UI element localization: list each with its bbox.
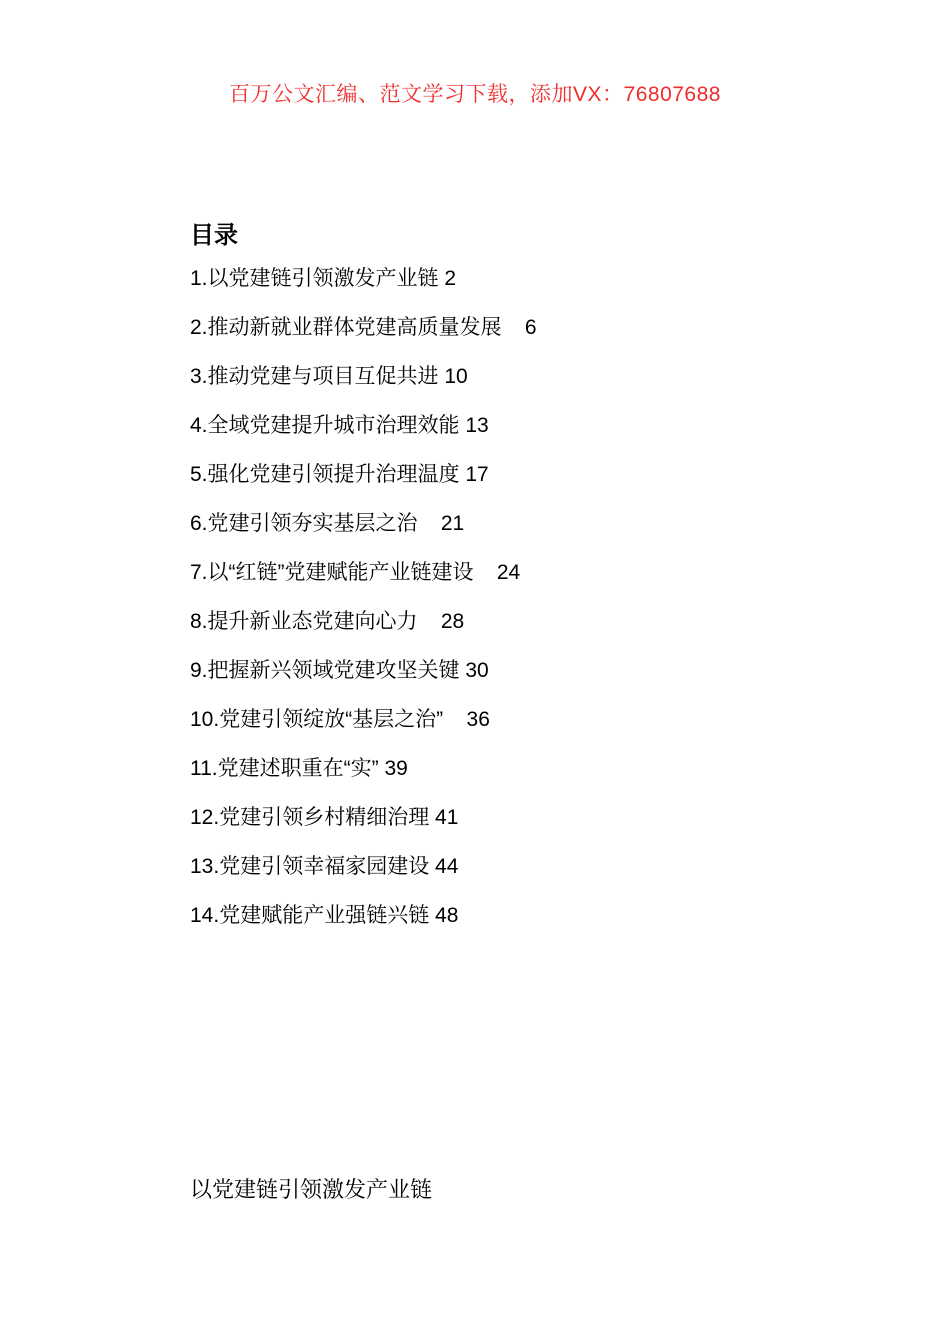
toc-entry-page: 44 xyxy=(435,854,459,878)
list-item[interactable] xyxy=(190,268,810,289)
toc-entry-page: 24 xyxy=(496,560,521,584)
toc-entry-label: 2.推动新就业群体党建高质量发展 xyxy=(190,315,502,339)
toc-entry-page: 41 xyxy=(435,805,459,829)
toc-entry-page: 36 xyxy=(466,707,490,731)
toc-entry-label: 6.党建引领夯实基层之治 xyxy=(190,511,418,535)
list-item[interactable] xyxy=(190,807,810,828)
list-item[interactable] xyxy=(190,513,810,534)
toc-entry-page: 13 xyxy=(465,413,489,437)
toc-list xyxy=(190,268,810,926)
toc-spacer xyxy=(502,316,525,339)
toc-spacer xyxy=(418,512,441,535)
list-item[interactable] xyxy=(190,660,810,681)
toc-entry-label: 1.以党建链引领激发产业链 xyxy=(190,266,439,290)
toc-entry-page: 28 xyxy=(440,609,465,633)
toc-entry-page: 21 xyxy=(440,511,465,535)
toc-spacer xyxy=(443,708,466,731)
toc-entry-label: 4.全域党建提升城市治理效能 xyxy=(190,413,460,437)
toc-entry-label: 5.强化党建引领提升治理温度 xyxy=(190,462,460,486)
toc-entry-label: 12.党建引领乡村精细治理 xyxy=(190,805,430,829)
toc-entry-label: 10.党建引领绽放“基层之治” xyxy=(190,707,444,731)
toc-spacer xyxy=(418,610,441,633)
toc-spacer xyxy=(474,561,497,584)
toc-title: 目录 xyxy=(190,222,238,249)
list-item[interactable] xyxy=(190,415,810,436)
toc-entry-page: 17 xyxy=(465,462,489,486)
toc-entry-page: 6 xyxy=(524,315,537,339)
list-item[interactable] xyxy=(190,709,810,730)
list-item[interactable] xyxy=(190,905,810,926)
list-item[interactable] xyxy=(190,758,810,779)
toc-entry-page: 48 xyxy=(435,903,459,927)
toc-entry-label: 3.推动党建与项目互促共进 xyxy=(190,364,439,388)
toc-entry-page: 30 xyxy=(465,658,489,682)
chapter-heading: 以党建链引领激发产业链 xyxy=(190,1177,433,1202)
toc-entry-label: 7.以“红链”党建赋能产业链建设 xyxy=(190,560,474,584)
list-item[interactable] xyxy=(190,317,810,338)
toc-entry-page: 10 xyxy=(444,364,468,388)
table-of-contents xyxy=(190,222,810,954)
toc-entry-label: 13.党建引领幸福家园建设 xyxy=(190,854,430,878)
toc-entry-label: 9.把握新兴领域党建攻坚关键 xyxy=(190,658,460,682)
list-item[interactable] xyxy=(190,856,810,877)
list-item[interactable] xyxy=(190,366,810,387)
toc-entry-page: 39 xyxy=(384,756,408,780)
toc-entry-label: 11.党建述职重在“实” xyxy=(190,756,379,780)
list-item[interactable] xyxy=(190,464,810,485)
list-item[interactable] xyxy=(190,611,810,632)
toc-entry-label: 8.提升新业态党建向心力 xyxy=(190,609,418,633)
promo-banner: 百万公文汇编、范文学习下载，添加VX：76807688 xyxy=(229,83,721,106)
toc-entry-label: 14.党建赋能产业强链兴链 xyxy=(190,903,430,927)
toc-entry-page: 2 xyxy=(444,266,457,290)
list-item[interactable] xyxy=(190,562,810,583)
